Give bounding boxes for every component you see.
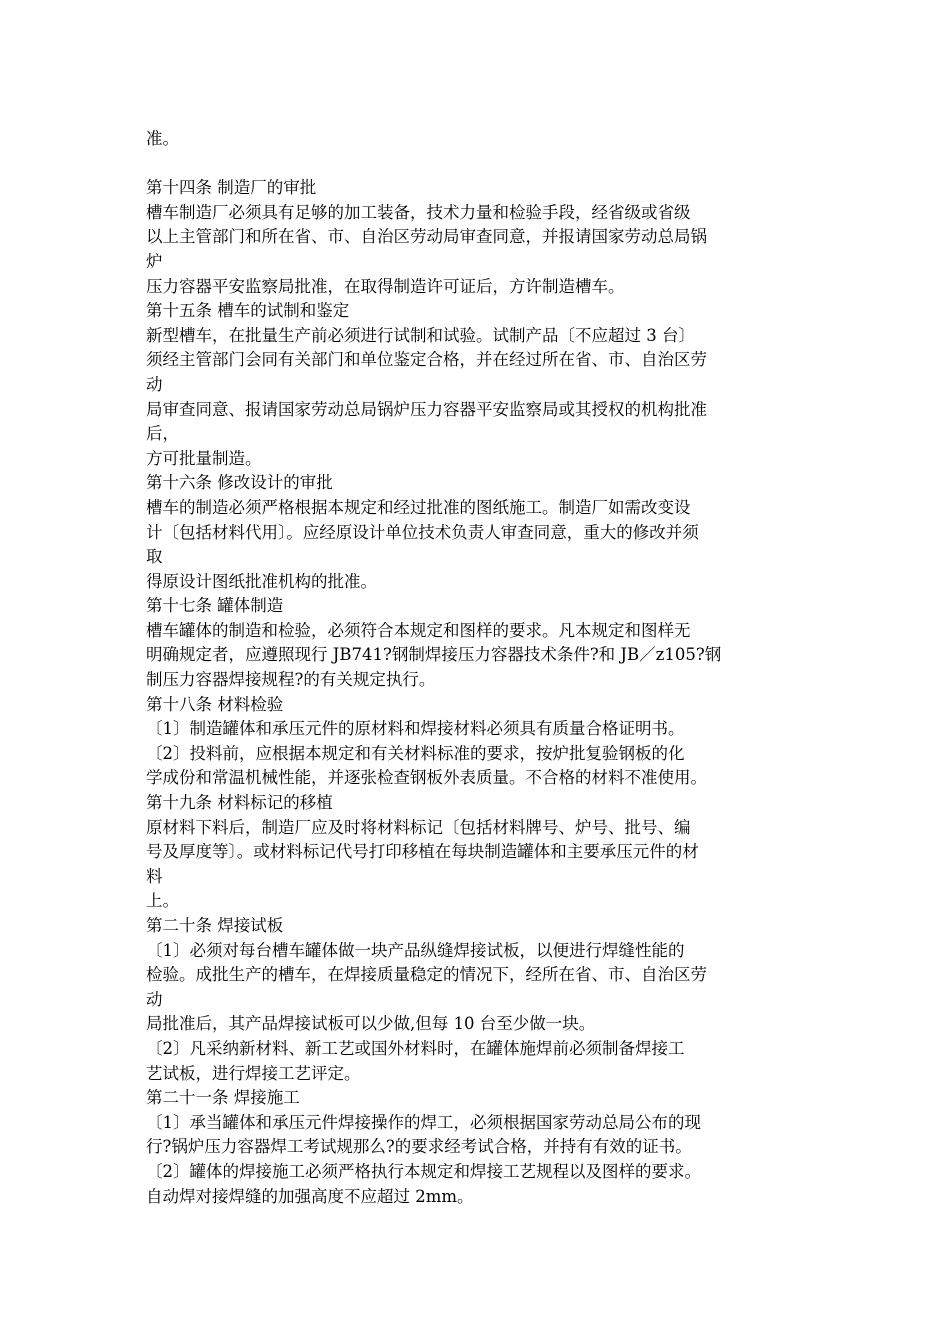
text-line: 计〔包括材料代用〕。应经原设计单位技术负责人审查同意，重大的修改并须 — [146, 522, 699, 542]
text-line: 号及厚度等〕。或材料标记代号打印移植在每块制造罐体和主要承压元件的材 — [146, 842, 699, 862]
text-line: 压力容器平安监察局批准，在取得制造许可证后，方许制造槽车。 — [146, 276, 625, 296]
text-line: 行?锅炉压力容器焊工考试规那么?的要求经考试合格，并持有有效的证书。 — [146, 1137, 692, 1157]
text-line: 检验。成批生产的槽车，在焊接质量稳定的情况下，经所在省、市、自治区劳 — [146, 965, 707, 985]
text-line: 方可批量制造。 — [146, 448, 262, 468]
section-heading-21: 第二十一条 焊接施工 — [146, 1088, 300, 1108]
text-line: 槽车罐体的制造和检验，必须符合本规定和图样的要求。凡本规定和图样无 — [146, 620, 691, 640]
text-line: 局审查同意、报请国家劳动总局锅炉压力容器平安监察局或其授权的机构批准 — [146, 399, 707, 419]
section-heading-14: 第十四条 制造厂的审批 — [146, 178, 317, 198]
text-line: 动 — [146, 374, 163, 394]
text-line: 〔1〕制造罐体和承压元件的原材料和焊接材料必须具有质量合格证明书。 — [146, 719, 685, 739]
text-line: 〔2〕投料前，应根据本规定和有关材料标准的要求，按炉批复验钢板的化 — [146, 743, 685, 763]
text-line: 动 — [146, 989, 163, 1009]
text-line: 自动焊对接焊缝的加强高度不应超过 2mm。 — [146, 1186, 474, 1206]
document-body — [146, 127, 826, 1209]
text-line: 槽车的制造必须严格根据本规定和经过批准的图纸施工。制造厂如需改变设 — [146, 497, 691, 517]
text-line: 后， — [146, 424, 179, 444]
text-line: 炉 — [146, 251, 163, 271]
section-heading-18: 第十八条 材料检验 — [146, 694, 284, 714]
text-line: 艺试板，进行焊接工艺评定。 — [146, 1063, 361, 1083]
text-line: 明确规定者，应遵照现行 JB741?钢制焊接压力容器技术条件?和 JB／z105?钢 — [146, 645, 722, 665]
text-line: 制压力容器焊接规程?的有关规定执行。 — [146, 670, 436, 690]
text-line: 〔1〕必须对每台槽车罐体做一块产品纵缝焊接试板，以便进行焊缝性能的 — [146, 940, 685, 960]
text-line: 〔1〕承当罐体和承压元件焊接操作的焊工，必须根据国家劳动总局公布的现 — [146, 1112, 701, 1132]
text-line: 准。 — [146, 129, 179, 148]
text-line: 〔2〕凡采纳新材料、新工艺或国外材料时，在罐体施焊前必须制备焊接工 — [146, 1038, 685, 1058]
blank-line — [146, 152, 826, 177]
text-line: 取 — [146, 547, 163, 567]
text-line: 上。 — [146, 891, 179, 911]
text-line: 得原设计图纸批准机构的批准。 — [146, 571, 377, 591]
text-line: 局批准后，其产品焊接试板可以少做,但每 10 台至少做一块。 — [146, 1014, 596, 1034]
text-line: 槽车制造厂必须具有足够的加工装备，技术力量和检验手段，经省级或省级 — [146, 202, 691, 222]
section-heading-16: 第十六条 修改设计的审批 — [146, 473, 333, 493]
text-line: 料 — [146, 866, 163, 886]
text-line: 〔2〕罐体的焊接施工必须严格执行本规定和焊接工艺规程以及图样的要求。 — [146, 1161, 701, 1181]
text-line: 新型槽车，在批量生产前必须进行试制和试验。试制产品〔不应超过 3 台〕 — [146, 325, 695, 345]
section-heading-20: 第二十条 焊接试板 — [146, 916, 284, 935]
section-heading-19: 第十九条 材料标记的移植 — [146, 793, 333, 813]
text-line: 原材料下料后，制造厂应及时将材料标记〔包括材料牌号、炉号、批号、编 — [146, 817, 691, 837]
section-heading-15: 第十五条 槽车的试制和鉴定 — [146, 301, 350, 321]
section-heading-17: 第十七条 罐体制造 — [146, 596, 284, 616]
text-line: 须经主管部门会同有关部门和单位鉴定合格，并在经过所在省、市、自治区劳 — [146, 350, 707, 370]
text-line: 学成份和常温机械性能，并逐张检查钢板外表质量。不合格的材料不准使用。 — [146, 768, 707, 788]
text-line: 以上主管部门和所在省、市、自治区劳动局审查同意，并报请国家劳动总局锅 — [146, 227, 707, 247]
